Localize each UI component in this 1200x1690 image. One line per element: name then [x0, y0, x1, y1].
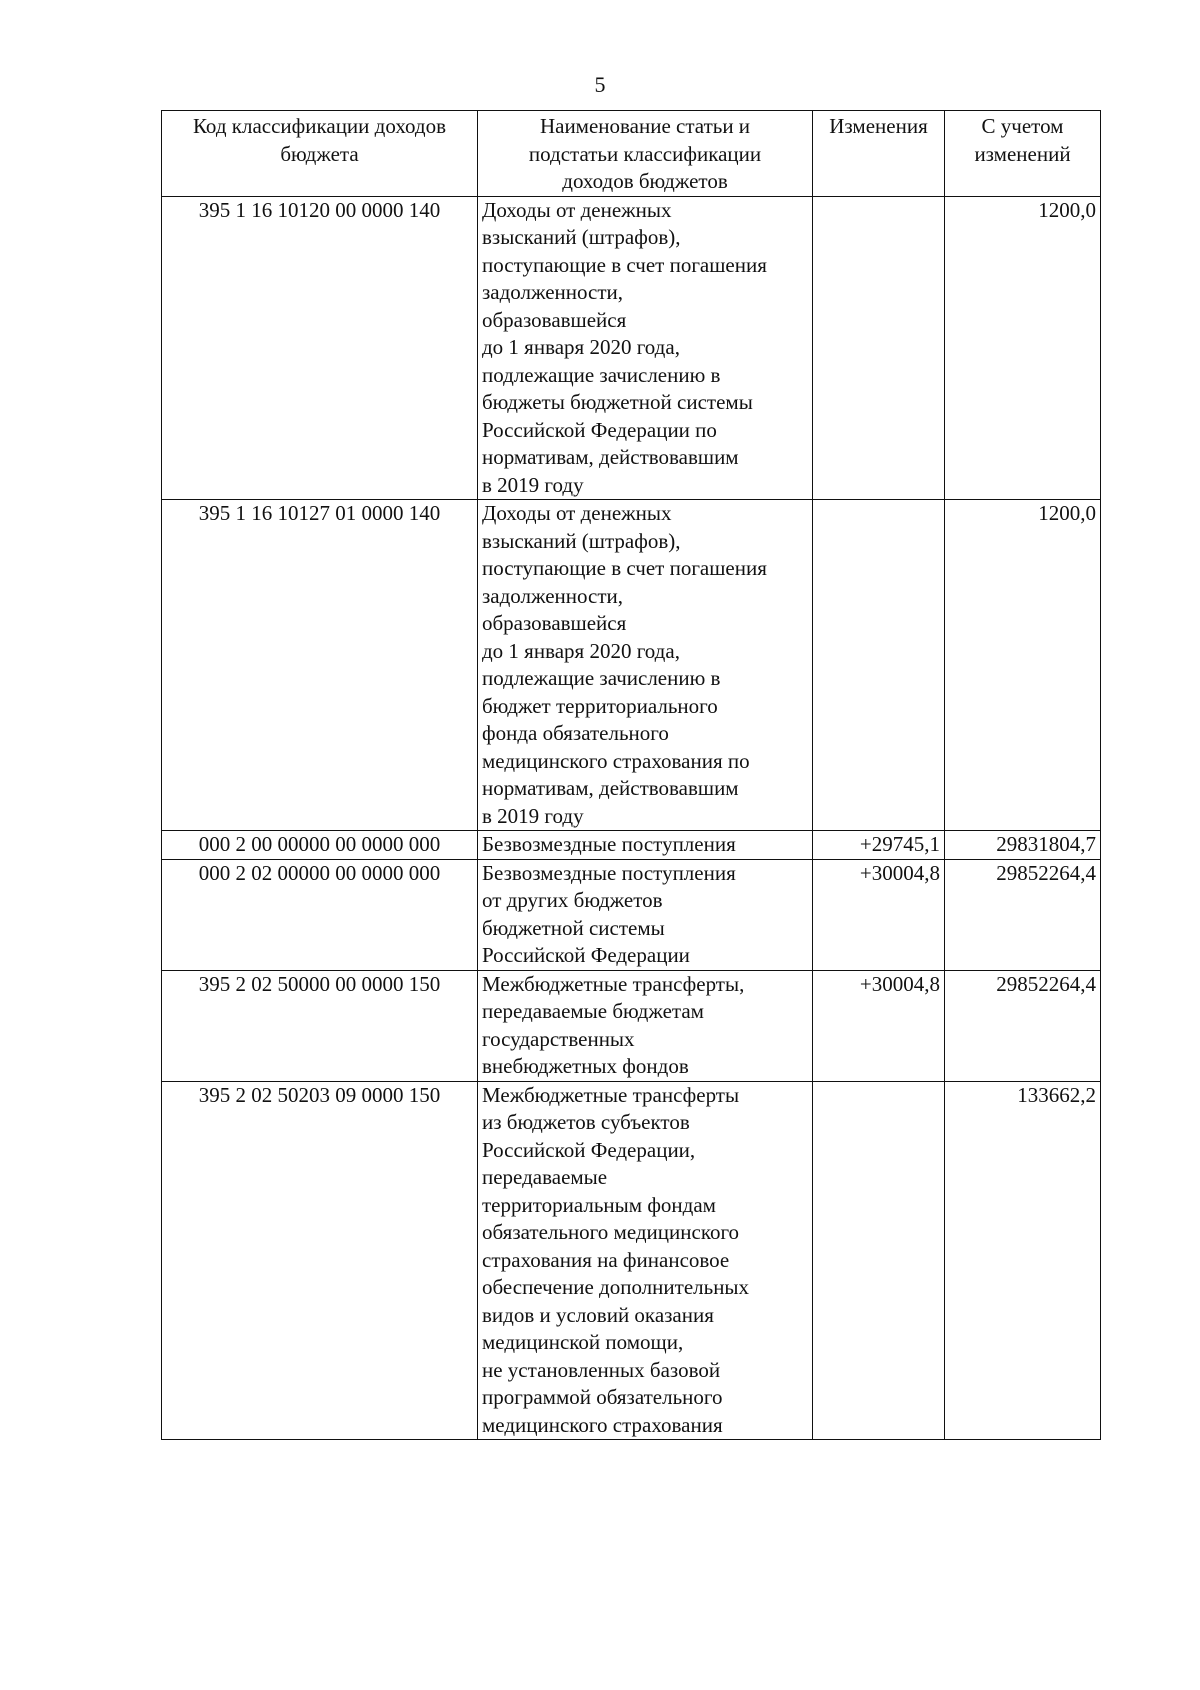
table-row: [162, 831, 1101, 860]
row-name-line: передаваемые: [482, 1165, 608, 1189]
row-name-line: поступающие в счет погашения: [482, 252, 767, 277]
header-total-line: С учетом: [981, 114, 1064, 138]
row-change: +30004,8: [813, 859, 945, 970]
row-change: +29745,1: [813, 831, 945, 860]
row-total: 1200,0: [945, 196, 1101, 500]
header-code-line: бюджета: [280, 141, 359, 166]
row-name-line: нормативам, действовавшим: [482, 445, 739, 469]
header-name-line: подстатьи классификации: [528, 141, 762, 166]
header-change-line: Изменения: [829, 114, 928, 138]
row-name-line: Межбюджетные трансферты,: [482, 971, 745, 996]
row-name-line: бюджет территориального: [482, 693, 718, 718]
row-code: 395 1 16 10127 01 0000 140: [162, 500, 478, 831]
row-total: 29852264,4: [945, 859, 1101, 970]
row-code: 395 1 16 10120 00 0000 140: [162, 196, 478, 500]
row-code: 395 2 02 50000 00 0000 150: [162, 970, 478, 1081]
header-code: [162, 111, 478, 197]
table-row: [162, 500, 1101, 831]
row-name-line: Безвозмездные поступления: [482, 832, 736, 856]
row-name-line: нормативам, действовавшим: [482, 776, 739, 800]
row-name-line: государственных: [482, 1026, 635, 1051]
row-name-line: образовавшейся: [482, 307, 627, 332]
row-change: +30004,8: [813, 970, 945, 1081]
header-name: [478, 111, 813, 197]
table-row: [162, 1081, 1101, 1440]
row-name: [478, 196, 813, 500]
row-name-line: фонда обязательного: [482, 721, 669, 745]
row-name-line: подлежащие зачислению в: [482, 666, 721, 690]
row-name-line: видов и условий оказания: [482, 1302, 714, 1327]
row-name-line: Российской Федерации,: [482, 1137, 696, 1162]
row-name-line: бюджетной системы: [482, 915, 665, 940]
budget-revenue-table: [161, 110, 1101, 1440]
row-name-line: Межбюджетные трансферты: [482, 1082, 740, 1107]
row-name-line: Безвозмездные поступления: [482, 860, 736, 885]
row-name-line: передаваемые бюджетам: [482, 999, 704, 1023]
table-row: [162, 859, 1101, 970]
row-name-line: внебюджетных фондов: [482, 1054, 689, 1078]
row-name-line: медицинской помощи,: [482, 1330, 684, 1354]
header-code-line: Код классификации доходов: [192, 114, 447, 138]
row-change: [813, 196, 945, 500]
header-total-line: изменений: [974, 141, 1071, 166]
row-name-line: Доходы от денежных: [482, 197, 672, 222]
row-total: 29852264,4: [945, 970, 1101, 1081]
row-change: [813, 500, 945, 831]
row-total: 133662,2: [945, 1081, 1101, 1440]
row-name-line: в 2019 году: [482, 803, 584, 828]
row-code: 395 2 02 50203 09 0000 150: [162, 1081, 478, 1440]
row-name-line: поступающие в счет погашения: [482, 556, 767, 580]
row-name: [478, 500, 813, 831]
header-change: [813, 111, 945, 197]
row-code: 000 2 02 00000 00 0000 000: [162, 859, 478, 970]
row-name-line: из бюджетов субъектов: [482, 1110, 690, 1134]
table-row: [162, 970, 1101, 1081]
row-name-line: медицинского страхования по: [482, 748, 750, 773]
row-name-line: до 1 января 2020 года,: [482, 335, 680, 359]
row-name-line: Российской Федерации по: [482, 417, 717, 442]
header-total: [945, 111, 1101, 197]
row-name-line: до 1 января 2020 года,: [482, 638, 680, 663]
header-name-line: Наименование статьи и: [539, 114, 751, 138]
row-name: [478, 970, 813, 1081]
row-name-line: страхования на финансовое: [482, 1247, 730, 1272]
row-name: [478, 831, 813, 860]
row-change: [813, 1081, 945, 1440]
header-name-line: доходов бюджетов: [562, 169, 728, 193]
row-name-line: медицинского страхования: [482, 1412, 723, 1437]
row-total: 1200,0: [945, 500, 1101, 831]
row-name-line: от других бюджетов: [482, 888, 663, 912]
row-name-line: территориальным фондам: [482, 1192, 716, 1217]
row-name-line: обеспечение дополнительных: [482, 1275, 750, 1299]
row-name-line: обязательного медицинского: [482, 1220, 740, 1244]
row-name-line: программой обязательного: [482, 1385, 723, 1409]
row-name-line: не установленных базовой: [482, 1357, 721, 1382]
row-name: [478, 1081, 813, 1440]
row-name-line: Российской Федерации: [482, 943, 690, 967]
row-name-line: взысканий (штрафов),: [482, 225, 681, 249]
page-number: 5: [594, 72, 606, 97]
row-code: 000 2 00 00000 00 0000 000: [162, 831, 478, 860]
row-name-line: задолженности,: [482, 280, 624, 304]
row-name: [478, 859, 813, 970]
row-name-line: бюджеты бюджетной системы: [482, 390, 753, 414]
row-name-line: подлежащие зачислению в: [482, 362, 721, 387]
row-name-line: задолженности,: [482, 583, 624, 608]
row-total: 29831804,7: [945, 831, 1101, 860]
table-row: [162, 196, 1101, 500]
row-name-line: взысканий (штрафов),: [482, 528, 681, 553]
row-name-line: Доходы от денежных: [482, 501, 672, 525]
table-header-row: [162, 111, 1101, 197]
row-name-line: в 2019 году: [482, 472, 584, 497]
row-name-line: образовавшейся: [482, 611, 627, 635]
